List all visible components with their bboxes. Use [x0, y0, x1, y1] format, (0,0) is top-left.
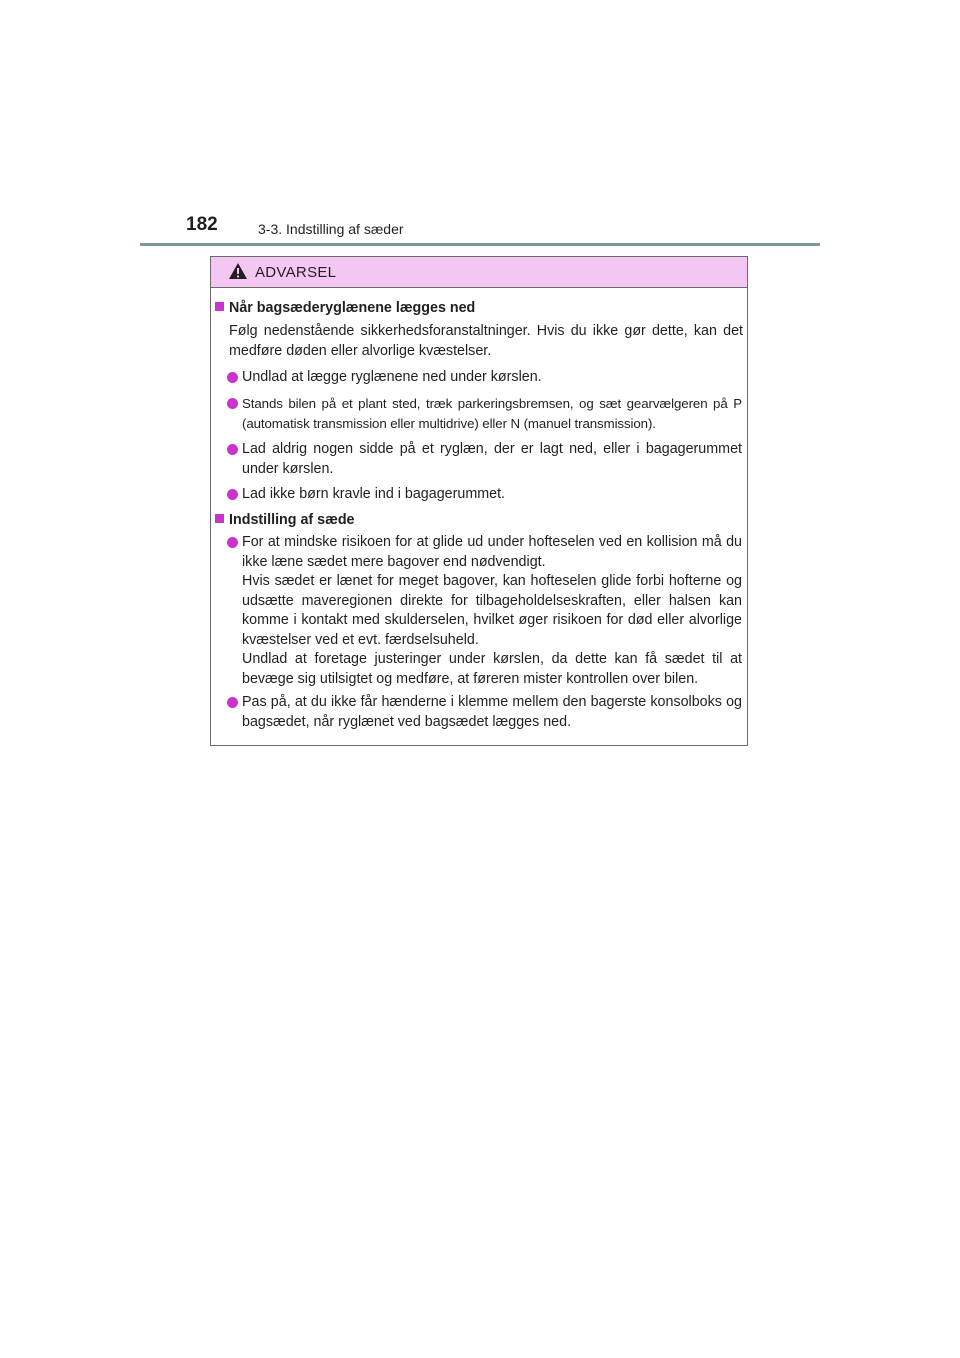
page-number: 182 [186, 214, 218, 235]
bullet-dot-icon [227, 489, 238, 500]
bullet-dot-icon [227, 398, 238, 409]
subheading-text: Når bagsæderyglænene lægges ned [229, 300, 476, 316]
page-header [140, 214, 820, 246]
bullet-dot-icon [227, 372, 238, 383]
list-item-text: Stands bilen på et plant sted, træk parkeringsbremsen, og sæt gearvælgeren på P (automatisk transmission eller multidrive) eller N (manuel transmission). [242, 396, 742, 431]
list-item-text: Pas på, at du ikke får hænderne i klemme mellem den bagerste konsolboks og bagsædet, når ryglænet ved bagsædet lægges ned. [242, 694, 742, 730]
list-item-text: Undlad at foretage justeringer under kørslen, da dette kan få sædet til at bevæge sig utilsigtet og medføre, at føreren mister kontrollen over bilen. [242, 651, 742, 687]
list-item-text: Hvis sædet er lænet for meget bagover, kan hofteselen glide forbi hofterne og udsætte maveregionen direkte for tilbageholdelseskraften, eller halsen kan komme i kontakt med skulderselen, hvilket øger risikoen for død eller alvorlige kvæstelser ved et evt. færdselsuheld. [242, 573, 742, 648]
section-title: 3-3. Indstilling af sæder [258, 221, 404, 237]
warning-box [210, 256, 748, 746]
square-bullet-icon [215, 302, 224, 311]
list-item-text: Lad ikke børn kravle ind i bagagerummet. [242, 486, 506, 502]
bullet-dot-icon [227, 697, 238, 708]
header-rule [140, 243, 820, 246]
subheading [215, 299, 475, 319]
bullet-dot-icon [227, 444, 238, 455]
list-item-text: For at mindske risikoen for at glide ud under hofteselen ved en kollision må du ikke læne sædet mere bagover end nødvendigt. [242, 534, 742, 570]
square-bullet-icon [215, 514, 224, 523]
list-item-text: Lad aldrig nogen sidde på et ryglæn, der er lagt ned, eller i bagagerummet under kørslen. [242, 441, 742, 477]
warning-title: ADVARSEL [255, 264, 337, 281]
bullet-dot-icon [227, 537, 238, 548]
list-item-text: Undlad at lægge ryglænene ned under kørslen. [242, 369, 542, 385]
warning-header [211, 257, 747, 288]
intro-paragraph: Følg nedenstående sikkerhedsforanstaltninger. Hvis du ikke gør dette, kan det medføre døden eller alvorlige kvæstelser. [229, 323, 743, 359]
subheading-text: Indstilling af sæde [229, 512, 355, 528]
subheading [215, 511, 355, 531]
warning-triangle-icon [228, 262, 248, 280]
